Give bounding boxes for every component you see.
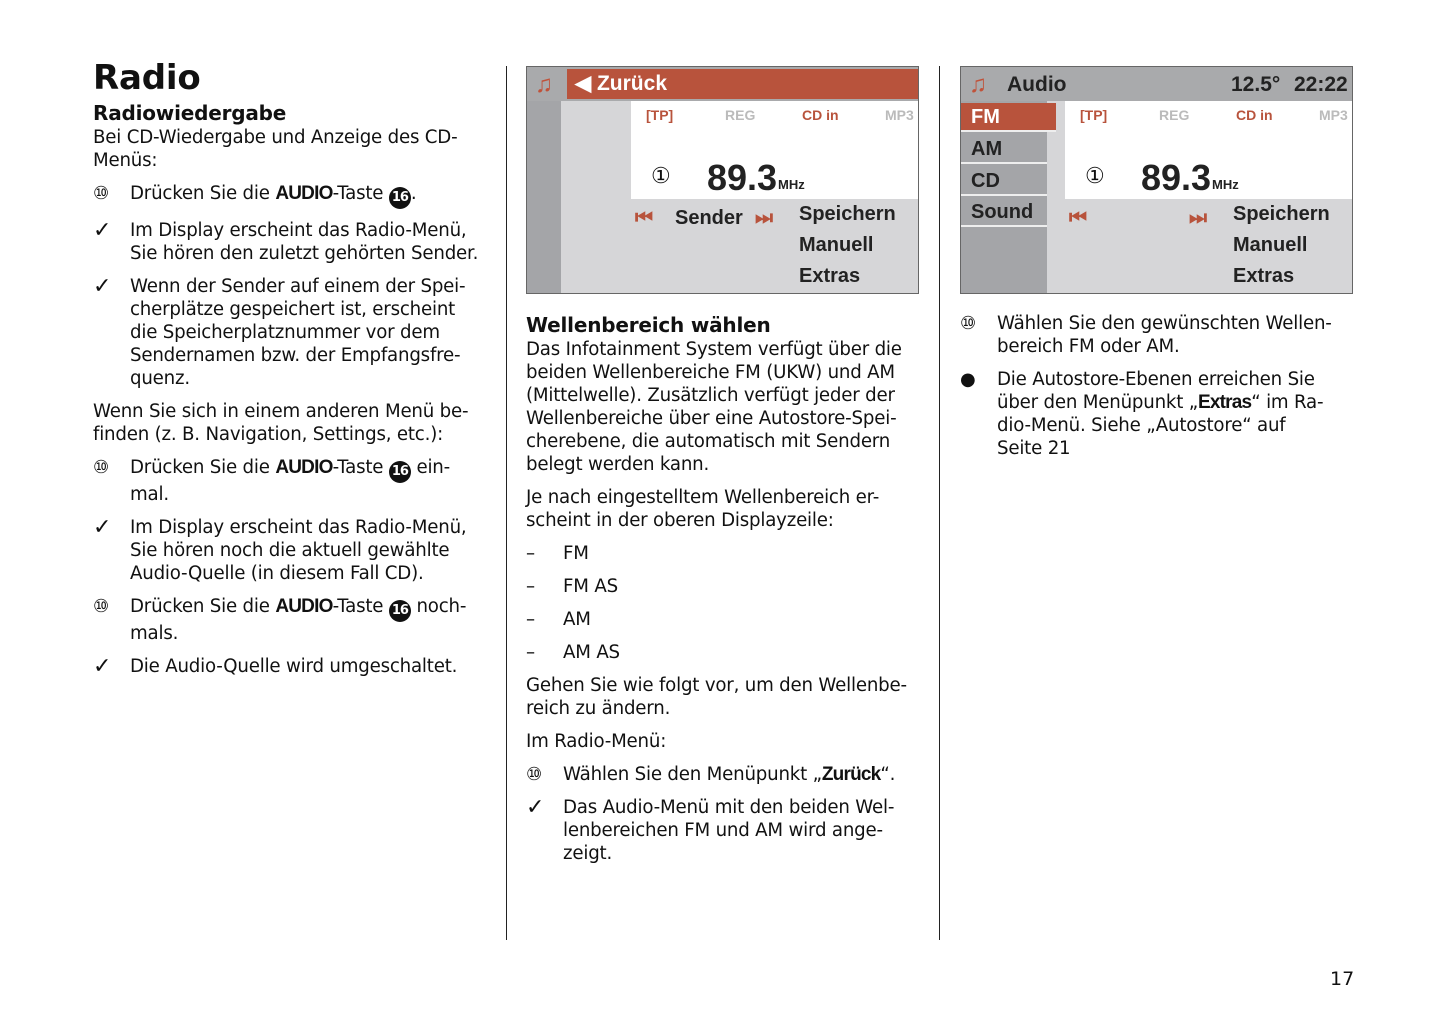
text: -Taste [332, 596, 389, 617]
text: Wählen Sie den gewünschten Wellen- bereich FM oder AM. [997, 313, 1332, 357]
back-button[interactable]: ◀ Zurück [567, 69, 918, 99]
reg-indicator: REG [1159, 107, 1190, 123]
text: Wenn Sie sich in einem anderen Menü be- finden (z. B. Navigation, Settings, etc.): [93, 401, 469, 445]
paragraph [93, 126, 493, 172]
button-number-badge: 16 [389, 187, 411, 209]
text: Drücken Sie die [130, 183, 276, 204]
reg-indicator: REG [725, 107, 756, 123]
column-middle [526, 312, 926, 875]
column-right [960, 312, 1360, 470]
text: Die Audio-Quelle wird umgeschaltet. [130, 656, 458, 677]
radio-display-screenshot [526, 66, 919, 294]
text: ein- mal. [130, 457, 450, 505]
seek-back-icon[interactable]: ⏮ [1069, 207, 1087, 229]
check-marker-icon: ✓ [93, 515, 112, 540]
step-marker-icon: ⑩ [960, 313, 976, 334]
text: Wenn der Sender auf einem der Spei- cherplätze gespeichert ist, erscheint die Speicherplatznummer vor dem Sendernamen bzw. der Empfangsfre- quenz. [130, 276, 466, 389]
step-marker-icon: ⑩ [526, 764, 542, 785]
text: Drücken Sie die [130, 457, 276, 478]
dash-marker-icon: – [526, 576, 535, 597]
column-divider [506, 66, 507, 940]
seek-back-icon[interactable]: ⏮ [635, 207, 653, 229]
preset-number: ① [1085, 163, 1105, 188]
text: Drücken Sie die [130, 596, 276, 617]
list-item-check [93, 275, 493, 390]
list-item-check [93, 655, 493, 678]
paragraph [526, 338, 926, 476]
check-marker-icon: ✓ [93, 218, 112, 243]
tp-indicator: [TP] [646, 107, 674, 123]
menu-extras[interactable]: Extras [1233, 265, 1295, 287]
dash-marker-icon: – [526, 543, 535, 564]
preset-number: ① [651, 163, 671, 188]
text: FM AS [563, 576, 618, 597]
check-marker-icon: ✓ [93, 654, 112, 679]
menu-manuell[interactable]: Manuell [1233, 234, 1308, 256]
sender-label: Sender [675, 207, 743, 229]
column-divider [939, 66, 940, 940]
text: Wählen Sie den Menüpunkt „ [563, 764, 822, 785]
text: . [410, 183, 417, 204]
step-marker-icon: ⑩ [93, 183, 109, 204]
list-item-dash [526, 575, 926, 598]
list-item-dash [526, 641, 926, 664]
check-marker-icon: ✓ [526, 795, 545, 820]
button-number-badge: 16 [389, 461, 411, 483]
band-fm[interactable]: FM [961, 103, 1056, 132]
text: Im Display erscheint das Radio-Menü, Sie hören den zuletzt gehörten Sender. [130, 220, 479, 264]
check-marker-icon: ✓ [93, 274, 112, 299]
seek-forward-icon[interactable]: ⏭ [1189, 207, 1207, 229]
list-item-step [93, 182, 493, 209]
button-number-badge: 16 [389, 600, 411, 622]
paragraph [526, 674, 926, 720]
section-heading: Radiowiedergabe [93, 101, 287, 125]
band-cd[interactable]: CD [961, 167, 1047, 196]
music-note-icon: ♫ [535, 71, 553, 98]
text: “. [880, 764, 896, 785]
music-note-icon: ♫ [969, 71, 987, 98]
audio-display-screenshot [960, 66, 1353, 294]
mp3-indicator: MP3 [885, 107, 914, 123]
mp3-indicator: MP3 [1319, 107, 1348, 123]
text: “ im Ra- dio-Menü. Siehe „Autostore“ auf Seite 21 [997, 392, 1324, 459]
list-item-dash [526, 542, 926, 565]
text: AM [563, 609, 591, 630]
frequency: 89.3 [1141, 157, 1212, 198]
list-item-dash [526, 608, 926, 631]
text: Im Display erscheint das Radio-Menü, Sie hören noch die aktuell gewählte Audio-Quelle (in diesem Fall CD). [130, 517, 467, 584]
list-item-check [93, 516, 493, 585]
bullet-marker-icon: ● [960, 369, 976, 390]
band-sidebar [961, 101, 1047, 293]
list-item-check [93, 219, 493, 265]
key-term: AUDIO [275, 596, 333, 617]
text: -Taste [332, 457, 389, 478]
text: Das Infotainment System verfügt über die beiden Wellenbereiche FM (UKW) und AM (Mittelwelle). Zusätzlich verfügt jeder der Wellenbereiche über eine Autostore-Spei- cherebene, die automatisch mit Sendern belegt werden kann. [526, 339, 902, 475]
list-item-check [526, 796, 926, 865]
key-term: Extras [1197, 392, 1252, 413]
text: Je nach eingestelltem Wellenbereich er- scheint in der oberen Displayzeile: [526, 487, 880, 531]
list-item-bullet [960, 368, 1360, 460]
clock: 22:22 [1294, 73, 1348, 96]
list-item-step [960, 312, 1360, 358]
text: Bei CD-Wiedergabe und Anzeige des CD- Menüs: [93, 127, 458, 171]
paragraph [526, 486, 926, 532]
menu-speichern[interactable]: Speichern [1233, 203, 1330, 225]
paragraph [93, 400, 493, 446]
frequency-unit: MHz [1212, 177, 1239, 192]
list-item-step [526, 763, 926, 786]
text: Im Radio-Menü: [526, 731, 667, 752]
section-heading: Wellenbereich wählen [526, 313, 771, 337]
list-item-step [93, 456, 493, 506]
dash-marker-icon: – [526, 642, 535, 663]
list-item-step [93, 595, 493, 645]
page-title: Radio [93, 58, 201, 98]
text: AM AS [563, 642, 620, 663]
key-term: AUDIO [275, 183, 333, 204]
tp-indicator: [TP] [1080, 107, 1108, 123]
step-marker-icon: ⑩ [93, 596, 109, 617]
text: Die Autostore-Ebenen erreichen Sie über den Menüpunkt „ [997, 369, 1315, 413]
band-sound[interactable]: Sound [961, 198, 1047, 227]
key-term: Zurück [821, 764, 881, 785]
display-sidebar [527, 101, 561, 293]
page-number: 17 [1330, 968, 1355, 990]
paragraph [526, 730, 926, 753]
menu-extras[interactable]: Extras [799, 265, 861, 287]
text: -Taste [332, 183, 389, 204]
frequency-unit: MHz [778, 177, 805, 192]
frequency: 89.3 [707, 157, 778, 198]
display-title: Audio [1007, 73, 1067, 96]
menu-manuell[interactable]: Manuell [799, 234, 874, 256]
seek-forward-icon[interactable]: ⏭ [755, 207, 773, 229]
column-left [93, 58, 493, 688]
text: FM [563, 543, 589, 564]
temperature: 12.5° [1231, 73, 1281, 96]
text: Gehen Sie wie folgt vor, um den Wellenbe- reich zu ändern. [526, 675, 907, 719]
dash-marker-icon: – [526, 609, 535, 630]
menu-speichern[interactable]: Speichern [799, 203, 896, 225]
band-am[interactable]: AM [961, 135, 1047, 164]
text: noch- mals. [130, 596, 467, 644]
step-marker-icon: ⑩ [93, 457, 109, 478]
cd-indicator: CD in [802, 107, 839, 123]
key-term: AUDIO [275, 457, 333, 478]
text: Das Audio-Menü mit den beiden Wel- lenbereichen FM und AM wird ange- zeigt. [563, 797, 895, 864]
cd-indicator: CD in [1236, 107, 1273, 123]
